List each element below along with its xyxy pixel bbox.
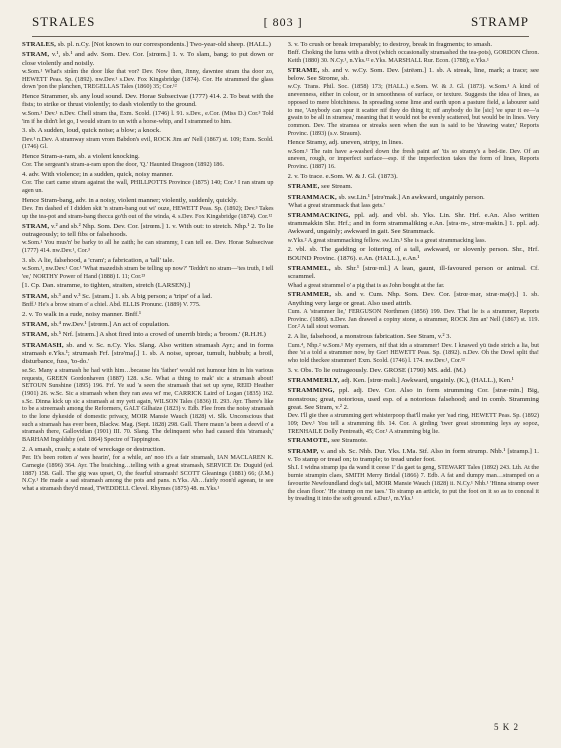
dictionary-entry [288,377,540,385]
entry-citation: w.Cy. Trans. Phil. Soc. (1858) 173; (HALL.) e.Som. W. & J. Gl. (1873). w.Som.¹ A kind of unevenness, either in colour, or in smoothness of surface, or texture. Suggests the idea of lines, as opposed to mere blotchiness. In spreading some lime and earth upon a pasture field, a labourer said to me, 'Anybody can spur it scatter nif they do thing it; nif anybody do lie [sic] 'ee spur it ee—'a gwain to be all in stramea,' meaning that it would not be evenly scattered, but would be in lines. Very common. Dev. The stramea or streaks seen when the sun is said to be 'drawing water,' Reports Provinc. (1893) (s.v. Straum). [287,83,539,137]
dictionary-entry [22,342,274,444]
entry-headword: STRAMP, [287,447,319,455]
entry-citation: Bnff.¹ He's a brow stram o' a chiel. Abd. ELLIS Pronunc. (1889) V. 775. [22,301,201,309]
dictionary-entry [22,197,274,221]
dictionary-entry [288,173,540,181]
dictionary-entry [22,153,274,169]
entry-definition: sb.⁵ Nrf. [stræm.] A shot fired into a crowd of unerrib birds; a 'broom.' (R.H.H.) [49,331,266,339]
dictionary-entry [288,333,540,364]
left-column [22,41,274,719]
header-right-guideword: STRAMP [470,14,529,29]
entry-citation: w.Som.¹ Dev.¹ n.Dev. Chell stram tha, Exm. Scold. (1746) l. 91. s.Dev., e.Cor. (Miss D.) Cor.³ Told 'im if he didn't let go, I would stram to un with a horse-whip, and I strammed to him. [22,109,274,125]
dictionary-entry [288,246,540,263]
entry-headword: STRAMMER, [287,291,332,299]
dictionary-entry [22,331,274,339]
entry-definition: v.¹, sb.¹ and adv. Som. Dev. Cor. [strœm.] 1. v. To slam, bang; to put down or close violently and noisily. [22,51,274,67]
dictionary-entry [22,41,274,49]
entry-headword: STRAM, [22,292,50,300]
dictionary-entry [288,291,540,331]
dictionary-entry [22,446,274,493]
dictionary-entry [22,311,274,319]
entry-citation: w.Som.¹, nw.Dev.¹ Cor.¹ 'What mazedish stram be telling up now?' 'Teddn't no stram—'tes truth, I tell 'ee,' NORTHY Power of Hand (1888) I. 11; Cor.²³ [22,264,274,280]
entry-citation: Dev.¹ n.Dev. A stramway stram vrom Babdon's evil, ROCK Jim an' Nell (1867) st. 109; Exm. Scold. (1746) Gl. [22,135,274,151]
entry-headword: STRAME, [287,183,320,191]
dictionary-entry [288,437,540,445]
dictionary-entry [288,194,540,210]
entry-citation: Cor. The cart came stram against the wall, PHILLPOTTS Province (1875) 140; Cor.¹ I ran stram up agen un. [22,179,274,195]
page-number: [ 803 ] [263,15,303,29]
entry-definition: 4. adv. With violence; in a sudden, quick, noisy manner. [22,171,174,179]
dictionary-entry [22,321,274,329]
dictionary-entry [288,183,540,191]
entry-definition: 3. sb. A sudden, loud, quick noise; a blow; a knock. [22,127,161,135]
entry-definition: v.² and sb.² Nhp. Som. Dev. Cor. [strœm.] 1. v. With out: to stretch. Nhp.¹ 2. To lie outrageously; to tell fibs or falsehoods. [22,222,274,238]
entry-definition: sb. sw.Lin.¹ [strə'mak.] An awkward, ungainly person. [336,193,485,201]
entry-definition: Hence Stramy, adj. uneven, stripy, in lines. [287,139,404,147]
dictionary-entry [288,41,540,65]
entry-citation: Cum.⁴, Nhp.² w.Som.¹ My eyemers, nif that idn a strammer! Dev. I knawed yü üsde strich a lia, but thee 'st a told a strammer now, by Gor! HEWETT Peas. Sp. (1892). n.Dev. Oh the Dowl split tha! who told theckee strammer! Exm. Scold. (1746) l. 174. nw.Dev.¹, Cor.¹² [287,341,539,364]
entry-definition: see Stramote. [329,437,368,445]
entry-citation: w.Yks.² A great strammacking fellow. sw.Lin.¹ She is a great strammacking lass. [287,236,487,244]
dictionary-entry [22,293,274,309]
dictionary-entry [22,282,274,290]
right-column [288,41,540,719]
entry-citation: 'What a great strammack that lass gets.' [287,201,385,209]
entry-definition: sb.⁴ nw.Dev.¹ [strœm.] An act of copulation. [49,321,170,329]
header-left-guideword: STRALES [32,14,96,29]
entry-definition: 2. vbl. sb. The gadding or loitering of a tall, awkward, or slovenly person. Shr., Hrf. BOUND Provinc. (1876). e.An. (HALL.), e.An.¹ [287,246,539,262]
entry-citation: Sh.I. I widna stramp ipa da wand it ceese 1' da gaet ta geng, STEWART Tales (1892) 243. Lth. At the burnie strampin claes, SMITH Merry Bridal (1866) 7. Edb. A fat and dumpy man…stramped on a favourite Newfoundland dog's tail, MOIR Mansie Wauch (1828) ii. N.Cy.¹ Nhb.¹ 'Hinna stramp ower the clean floor.' 'He stramp on me taes.' To stramp an article, to put the foot on it so as to conceal it by treading it into the soft ground. e.Dur.¹, m.Yks.¹ [287,464,539,503]
entry-citation: w.Som.¹ What's strâm the door like that vor? Dev. Now then, Jinny, dawntee stram tha door zo, HEWETT Peas. Sp. (1892). nw.Dev.¹ s.Dev. Fox Kingsbridge (1874). Cor. He strammed the glass down 'pon the planchen, TREGELLAS Tales (1860) 35; Cor.¹² [22,68,274,91]
dictionary-entry [22,171,274,195]
entry-definition: see Stream. [319,183,353,191]
entry-definition: 2. A smash, crash; a state of wreckage or destruction. [22,445,166,453]
entry-citation: Dev. I'll gie thee a strumming gert whisterpoop that'll make yer 'ead ring, HEWETT Peas. Sp. (1892) 109; Dev.¹ You tell a stramming fib. 14. Cor. A girding 'twer great stromming leys ay sopoz, TRENHAILE Dolly Pentreath, 45; Cor.¹ A stramming big lie. [287,412,539,435]
entry-definition: sb. Shr.¹ [strœ·ml.] A lean, gaunt, ill-favoured person or animal. Cf. scrammel. [287,264,539,281]
entry-headword: STRAMMERLY, [287,376,340,384]
dictionary-entry [288,367,540,375]
entry-headword: STRAME, [287,66,320,74]
entry-headword: STRAMMEL, [287,264,331,272]
entry-headword: STRAMMING, [287,387,335,395]
entry-headword: STRAMOTE, [287,437,330,445]
entry-definition: sb. and v. Sc. n.Cy. Yks. Slang. Also written stramash Ayr.; and in forms stramash e.Yks.¹; strumash Frf. [strə'maʃ.] 1. sb. A noise, uproar, tumult, hubbub; a broil, disturbance, fuss, 'to-do.' [22,341,274,366]
entry-definition: Hence Stram-bang, adv. in a noisy, violent manner; violently, suddenly, quickly. [22,196,238,204]
entry-citation: Per. It's been rotten a' wes hearin', for a while, an' noo it's a fair stramash, IAN MACLAREN K. Carnegie (1896) 364. Ayr. The braiching…telling with a great stramash, SERVICE Dr. Duguid (ed. 1887) 158. Gall. The gig was upset, O, the fearful stramash! SCOTT Gleanings (1881) 66; (J.M.) N.Cy.¹ He made a sad stramash among the pots and pans. n.Yks. Ah…fairly roon'd ageean, te see what a stramash they'd mead, TWEDDELL Clevel. Rhymes (1875) 48. m.Yks.¹ [22,454,274,493]
entry-definition: Hence Stram-a-ram, sb. a violent knocking. [22,152,140,160]
entry-definition: sb. and v. w.Cy. Som. Dev. [strēəm.] 1. sb. A streak, line, mark; a trace; see below. See Strome, sb. [287,66,539,83]
signature-mark: 5 K 2 [494,722,519,732]
entry-headword: STRALES, [22,41,57,48]
entry-headword: STRAMMACKING, [287,211,351,219]
dictionary-entry [22,127,274,151]
running-header [22,14,539,36]
entry-citation: Whad a great strammel o' a pig that is as John bought at the far. [287,281,445,289]
entry-citation: Bnff. Choking the lums with a divot (which occasionally stramashed the tea-pots), GORDON Chron. Keith (1880) 30. N.Cy.¹, n.Yks.¹² e.Yks. MARSHALL Rur. Econ. (1788); e.Yks.¹ [287,49,539,65]
entry-headword: STRAMASH, [22,341,64,349]
entry-definition: 3. sb. A lie, falsehood, a 'cram'; a fabrication, a 'tall' tale. [22,256,175,264]
dictionary-entry [288,265,540,289]
dictionary-entry [288,448,540,503]
entry-definition: 2. v. To walk in a rude, noisy manner. Bnff.¹ [22,310,141,318]
dictionary-entry [22,223,274,255]
entry-headword: STRAM, [22,331,50,339]
entry-citation: Cor. The sergeant's stram-a-ram upon the door, 'Q.' Haunted Dragoon (1892) 186. [22,161,225,169]
header-rule [32,36,529,37]
entry-definition: sb. and v. Cum. Nhp. Som. Dev. Cor. [strœ·mər, stræ·mə(r).] 1. sb. Anything very large or great. Also used attrib. [287,291,539,307]
entry-definition: v. and sb. Sc. Nhb. Dur. Yks. I.Ma. Stf. Also in form strump. Nhb.¹ [stramp.] 1. v. To stamp or tread on; to trample; to tread under foot. [287,447,539,464]
entry-citation: Cum. A 'strammer lie,' FERGUSON Northmen (1856) 199. Dev. That lie is a strammer, Reports Provinc. (1886). n.Dev. Jan drawed a copiny stone, a strammer, ROCK Jim an' Nell (1867) st. 119. Cor.² A tall stout woman. [287,308,539,331]
entry-definition: 2. v. To trace. e.Som. W. & J. Gl. (1873). [287,172,398,180]
entry-headword: STRAM, [22,321,50,329]
dictionary-entry [288,139,540,170]
dictionary-entry [288,67,540,138]
dictionary-entry [288,387,540,435]
entry-citation: se.Sc. Many a stramash he had with him…because his 'father' would not humour him in his various requests, GREEN Gordonhaven (1887) 128. s.Sc. What a thing to mak' sic a stramash about! SETOUN Sunshine (1895) 196. Frf. Ye sud 'a seen the stramash that set up syne, REID Heather (1901) 26. w.Sc. Sic a stramash when they ran awa wi' me, CARRICK Laird of Logan (1835) 162. s.Sc. Dinna kick up sic a stramash at my yett again, WILSON Tales (1836) II. 293. Ayr. There's like to be a streemash among the Reformers, GALT Gilhaize (1823) v. Edb. Flee from the noisy stramash to the lone dykeside of domestic privacy, MOIR Mansie Wauch (1828) vi. Slk. Unconscious that such a stramash has ever been, Blackw. Mag. (Sept. 1828) 298. Gall. There maun 'a been a deevil o' a stramash there, Gallovidian (1901) III. 70. Slang. The delinquent who had caused this 'stramash,' BARHAM Ingoldsby (ed. 1864) Spectre of Tappington. [22,366,274,444]
entry-definition: 2. A lie, falsehood, a monstrous fabrication. See Stram, v.² 3. [287,333,452,341]
entry-headword: STRAMMACK, [287,193,337,201]
entry-citation: w.Som.¹ You mus'n' be barky to all he zaith; he can strammy, I can tell ee. Dev. Horae Subsecivae (1777) 414. nw.Dev.¹, Cor.³ [22,239,274,254]
dictionary-entry [22,93,274,125]
entry-citation: w.Som.¹ The rain have a-washed down the fresh paint an' 'tis so stramy's a bed-tie. Dev. Of an uneven, rough, or imperfect surface—esp. if the imperfection takes the form of lines, Reports Provinc. (1887) 16. [287,147,539,171]
entry-headword: STRAM, [22,222,50,230]
dictionary-entry [22,51,274,91]
entry-citation: Dev. I'm dashed ef I didden skit 'n stram-bang out wi' ouze, HEWETT Peas. Sp. (1892); Dev.³ Takes up the tea-pot and stram-bang thecca go'th out of the winda, 4. s.Dev. Fox Kingsbridge (1874). Cor.¹² [22,205,274,220]
dictionary-entry [22,257,274,281]
entry-definition: Hence Strammer, sb. any loud sound. Dev. Horae Subsecivae (1777) 414. 2. To beat with the fists; to strike or thrust violently; to dash violently to the ground. [22,93,274,109]
entry-definition: ppl. adj. Dev. Cor. Also in form strumming Cor. [stræ·min.] Big, monstrous; great, notorious, used esp. of a notorious falsehood; and in comb. Stramming great. See Stram, v.² 2. [287,387,539,411]
entry-definition: ppl. adj. and vbl. sb. Yks. Lin. Shr. Hrf. e.An. Also written strammakkin Shr. Hrf.; and in form strammaliking e.An. [stra·m-, strœ·makin.] 1. ppl. adj. Awkward, ungainly; awkward in gait. See Strammack. [287,211,539,236]
entry-definition: sb. pl. n.Cy. [Not known to our correspondents.] Two-year-old sheep. (HALL.) [56,41,271,48]
entry-headword: STRAM, [22,51,50,59]
entry-definition: adj. Ken. [strœ·məli.] Awkward, ungainly. (K.), (HALL.), Ken.¹ [339,376,514,384]
entry-definition: sb.³ and v.³ Sc. [stram.] 1. sb. A big person; a 'tripe' of a lad. [49,292,213,300]
entry-definition: [1. Cp. Dan. stramme, to tighten, straiten, stretch (LARSEN).] [22,282,191,290]
entry-definition: 3. v. Obs. To lie outrageously. Dev. GROSE (1790) MS. add. (M.) [287,366,466,374]
two-column-body [22,41,539,719]
dictionary-entry [288,212,540,245]
entry-definition: 3. v. To crush or break irreparably; to destroy, break in fragments; to smash. [287,41,493,48]
